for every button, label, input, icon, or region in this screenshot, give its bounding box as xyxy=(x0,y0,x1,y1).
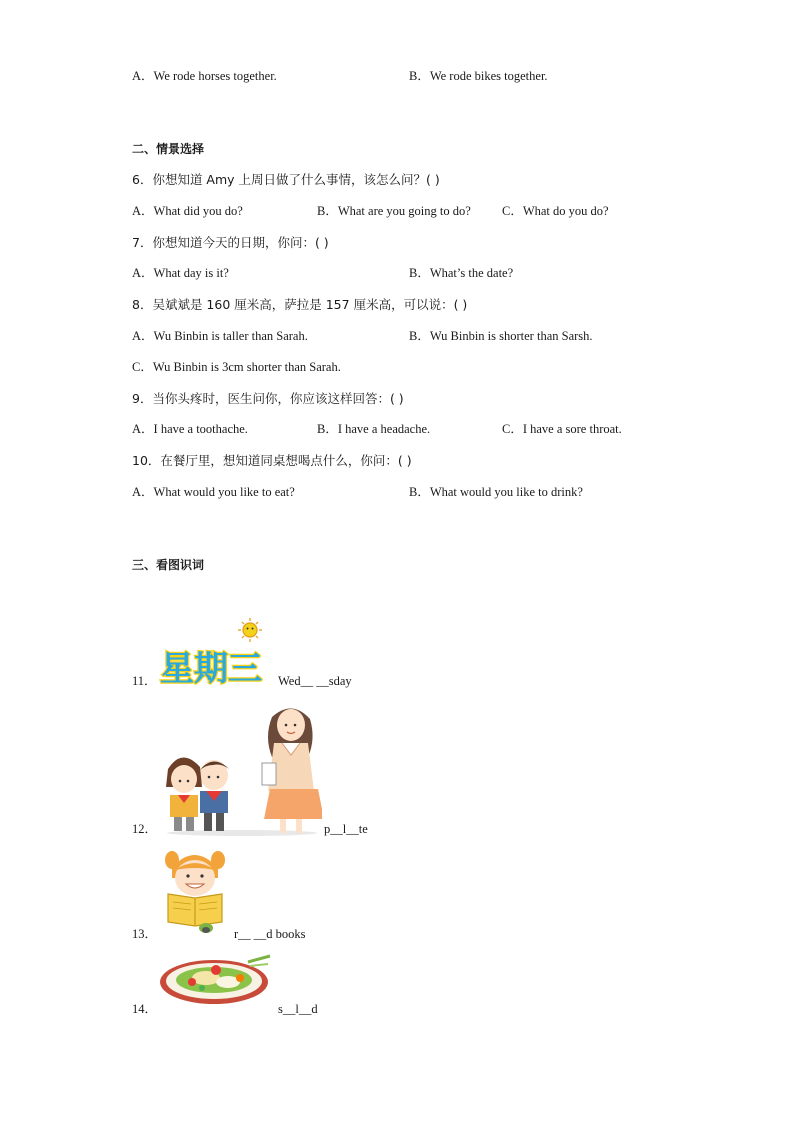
wednesday-caption: 星期三 xyxy=(160,649,262,686)
salad-plate-image xyxy=(158,952,274,1008)
q5-option-a: A．We rode horses together. xyxy=(132,69,277,83)
teacher-students-image xyxy=(162,697,322,837)
question-9-stem: 9．当你头疼时，医生问你，你应该这样回答：( ) xyxy=(132,391,404,406)
item-14-blank: s__l__d xyxy=(278,1002,318,1016)
question-8-stem: 8．吴斌斌是 160 厘米高，萨拉是 157 厘米高，可以说：( ) xyxy=(132,297,468,312)
item-12-number: 12． xyxy=(132,822,158,836)
question-10-option-b: B．What would you like to drink? xyxy=(409,485,583,499)
wednesday-calendar-icon xyxy=(158,616,274,686)
item-11-number: 11． xyxy=(132,674,157,688)
question-8-option-c: C．Wu Binbin is 3cm shorter than Sarah. xyxy=(132,360,341,374)
item-13-number: 13． xyxy=(132,927,158,941)
question-7-option-b: B．What’s the date? xyxy=(409,266,514,280)
item-14-number: 14． xyxy=(132,1002,158,1016)
question-8-option-a: A．Wu Binbin is taller than Sarah. xyxy=(132,329,308,343)
question-9-option-a: A．I have a toothache. xyxy=(132,422,248,436)
question-9-option-b: B．I have a headache. xyxy=(317,422,431,436)
item-11-blank: Wed__ __sday xyxy=(278,674,352,688)
question-6-option-c: C．What do you do? xyxy=(502,204,609,218)
question-8-option-b: B．Wu Binbin is shorter than Sarsh. xyxy=(409,329,593,343)
question-10-stem: 10．在餐厅里，想知道同桌想喝点什么，你问：( ) xyxy=(132,453,412,468)
sun-icon xyxy=(238,618,262,642)
question-10-option-a: A．What would you like to eat? xyxy=(132,485,295,499)
question-9-option-c: C．I have a sore throat. xyxy=(502,422,622,436)
question-6-option-a: A．What did you do? xyxy=(132,204,243,218)
q5-option-b: B．We rode bikes together. xyxy=(409,69,548,83)
question-7-option-a: A．What day is it? xyxy=(132,266,229,280)
section-3-heading: 三、看图识词 xyxy=(132,558,205,572)
teacher-figure xyxy=(262,708,322,833)
question-6-option-b: B．What are you going to do? xyxy=(317,204,471,218)
girl-figure xyxy=(166,757,202,831)
section-2-heading: 二、情景选择 xyxy=(132,142,205,156)
item-13-blank: r__ __d books xyxy=(234,927,306,941)
question-7-stem: 7．你想知道今天的日期，你问：( ) xyxy=(132,235,329,250)
question-6-stem: 6．你想知道 Amy 上周日做了什么事情，该怎么问？( ) xyxy=(132,172,440,187)
item-12-blank: p__l__te xyxy=(324,822,368,836)
boy-figure xyxy=(199,760,229,831)
girl-reading-image xyxy=(160,844,230,934)
